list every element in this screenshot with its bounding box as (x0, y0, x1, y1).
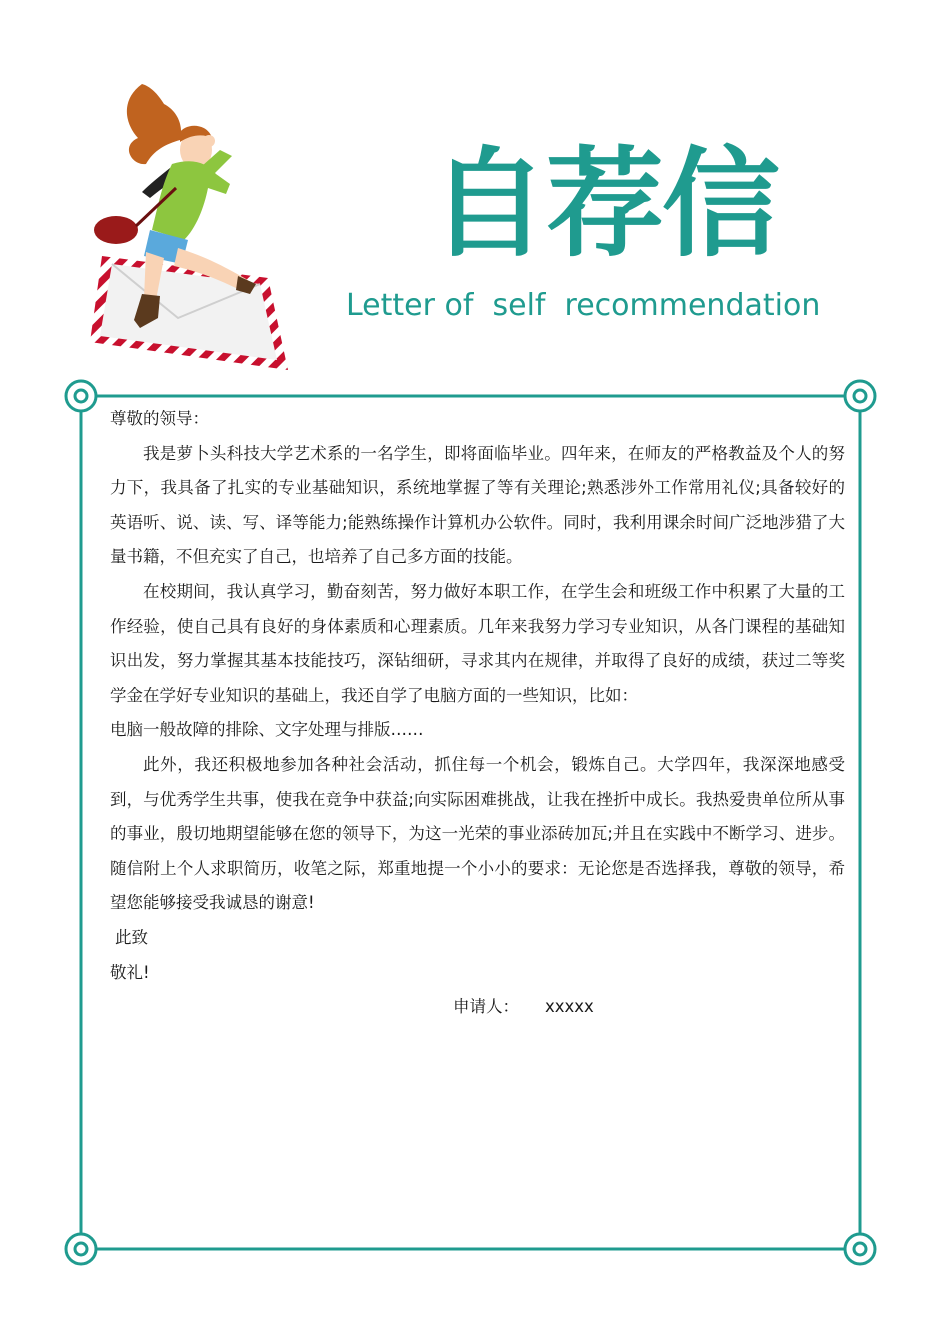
letter-greeting: 尊敬的领导： (110, 409, 209, 428)
corner-ring-icon (845, 1234, 875, 1264)
corner-ring-icon (66, 1234, 96, 1264)
corner-ring-icon (845, 381, 875, 411)
page-subtitle: Letter of self recommendation (346, 288, 821, 323)
letter-body (110, 402, 845, 1025)
signature-name: xxxxx (545, 997, 594, 1017)
letter-signature (110, 990, 845, 1025)
girl-riding-envelope-illustration (80, 80, 300, 380)
letter-paragraph-continuation: 电脑一般故障的排除、文字处理与排版…… (110, 720, 424, 740)
letter-paragraph: 在校期间，我认真学习，勤奋刻苦，努力做好本职工作，在学生会和班级工作中积累了大量的工作经验，使自己具有良好的身体素质和心理素质。几年来我努力学习专业知识，从各门课程的基础知识出发，努力掌握其基本技能技巧，深钻细研，寻求其内在规律，并取得了良好的成绩，获过二等奖学金在学好专业知识的基础上，我还自学了电脑方面的一些知识，比如： (110, 581, 845, 705)
letter-paragraph: 我是萝卜头科技大学艺术系的一名学生，即将面临毕业。四年来，在师友的严格教益及个人的努力下，我具备了扎实的专业基础知识，系统地掌握了等有关理论;熟悉涉外工作常用礼仪;具备较好的英语听、说、读、写、译等能力;能熟练操作计算机办公软件。同时，我利用课余时间广泛地涉猎了大量书籍，不但充实了自己，也培养了自己多方面的技能。 (110, 443, 845, 567)
page-title: 自荐信 (430, 135, 779, 273)
letter-closing: 此致 (115, 927, 148, 947)
letter-closing-regards: 敬礼! (110, 962, 150, 982)
letter-paragraph: 此外，我还积极地参加各种社会活动，抓住每一个机会，锻炼自己。大学四年，我深深地感受到，与优秀学生共事，使我在竞争中获益;向实际困难挑战，让我在挫折中成长。我热爱贵单位所从事的事业，殷切地期望能够在您的领导下，为这一光荣的事业添砖加瓦;并且在实践中不断学习、进步。随信附上个人求职简历，收笔之际，郑重地提一个小小的要求：无论您是否选择我，尊敬的领导，希望您能够接受我诚恳的谢意! (110, 754, 845, 913)
envelope-icon (90, 256, 288, 370)
signature-label: 申请人： (453, 997, 519, 1017)
corner-ring-icon (66, 381, 96, 411)
